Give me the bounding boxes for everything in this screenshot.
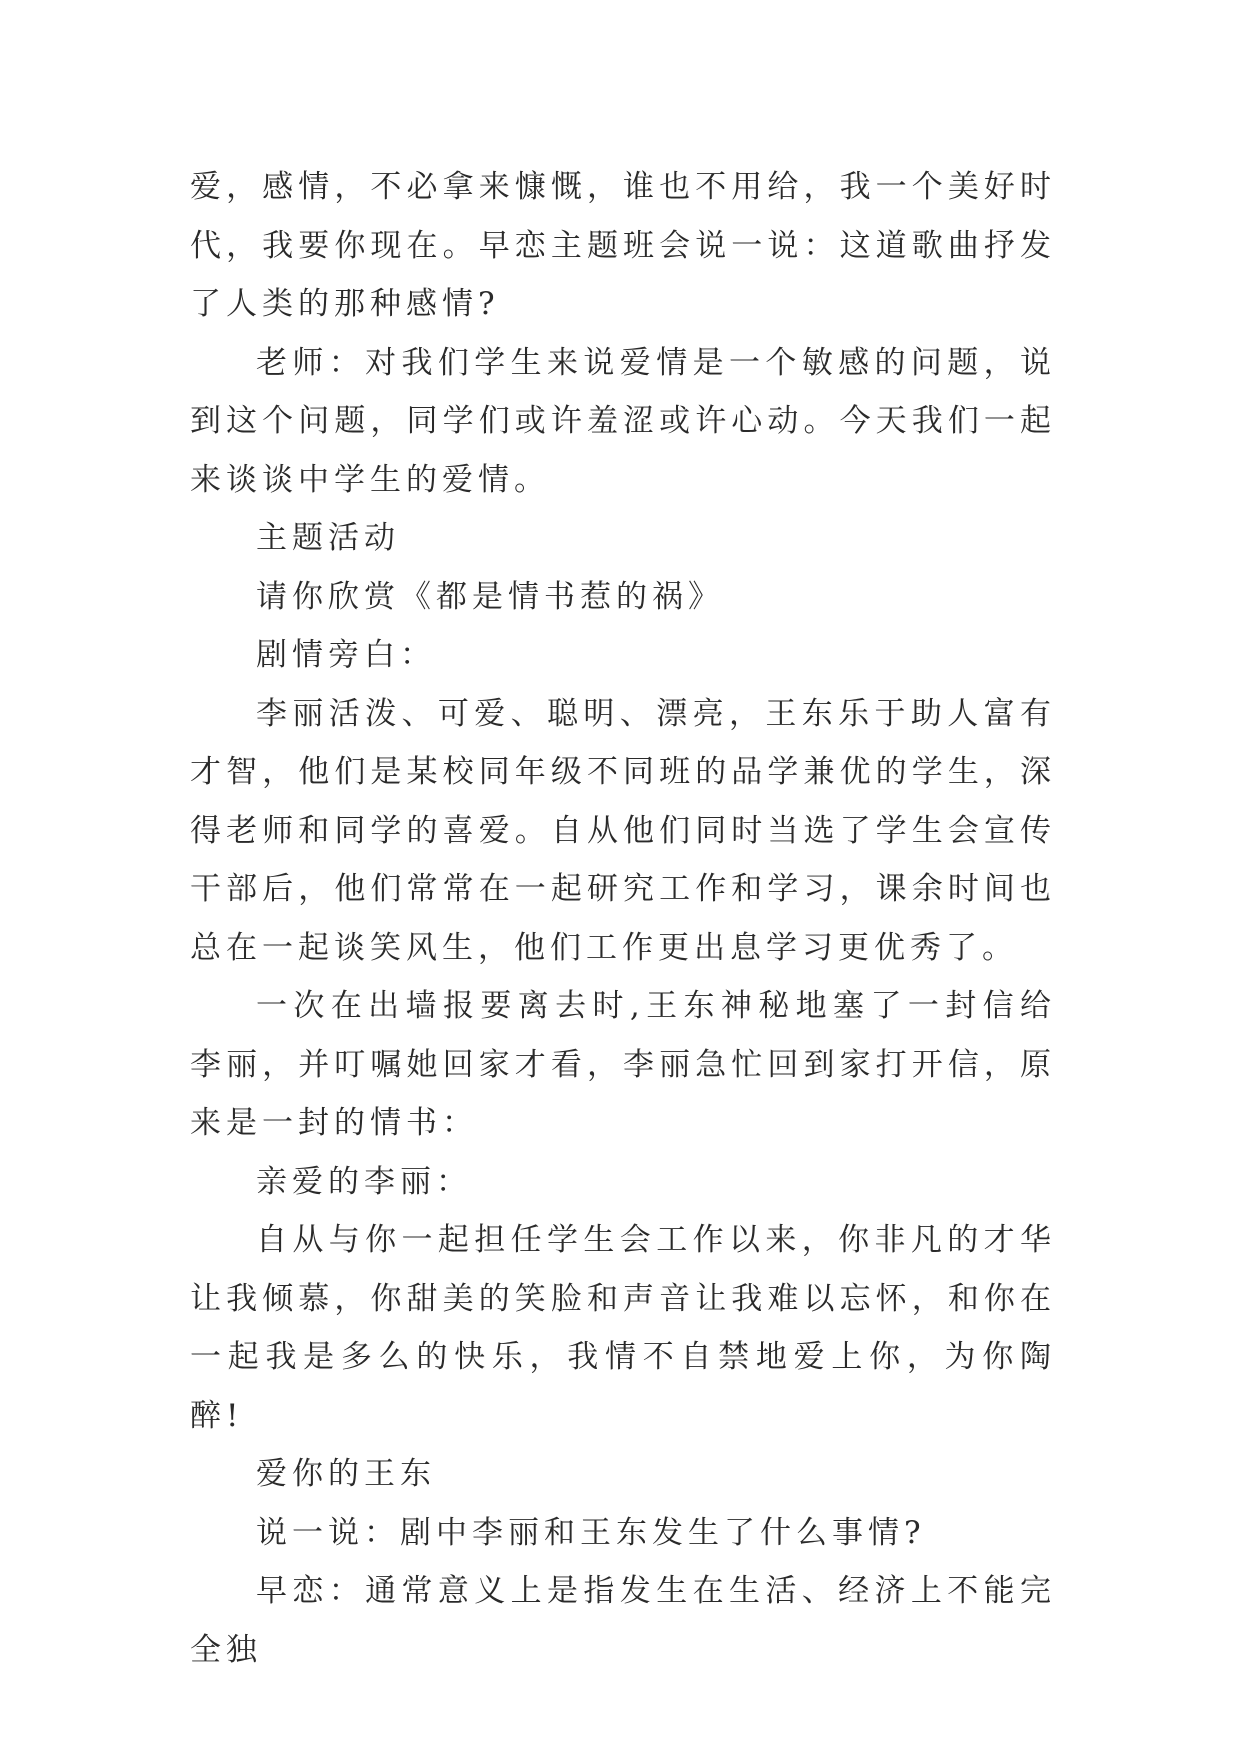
document-body [190,158,1056,1679]
letter-salutation: 亲爱的李丽： [256,1163,472,1200]
heading-theme-activity: 主题活动 [256,520,400,556]
paragraph-narration-label: 剧情旁白： [256,637,436,673]
paragraph-discussion-question: 说一说：剧中李丽和王东发生了什么事情? [256,1514,926,1551]
paragraph-love-letter-event: 一次在出墙报要离去时,王东神秘地塞了一封信给李丽，并叮嘱她回家才看，李丽急忙回到家打开信，原来是一封的情书： [190,988,1056,1141]
paragraph-story-background: 李丽活泼、可爱、聪明、漂亮，王东乐于助人富有才智，他们是某校同年级不同班的品学兼优的学生，深得老师和同学的喜爱。自从他们同时当选了学生会宣传干部后，他们常常在一起研究工作和学习，课余时间也总在一起谈笑风生，他们工作更出息学习更优秀了。 [190,695,1056,966]
letter-signature: 爱你的王东 [256,1456,436,1492]
paragraph-early-love-definition: 早恋：通常意义上是指发生在生活、经济上不能完全独 [190,1573,1056,1668]
paragraph-teacher-intro: 老师：对我们学生来说爱情是一个敏感的问题，说到这个问题，同学们或许羞涩或许心动。今天我们一起来谈谈中学生的爱情。 [190,344,1056,498]
paragraph-appreciate-play: 请你欣赏《都是情书惹的祸》 [256,578,724,615]
paragraph-song-question: 爱，感情，不必拿来慷慨，谁也不用给，我一个美好时代，我要你现在。早恋主题班会说一说：这道歌曲抒发了人类的那种感情? [190,169,1056,322]
letter-body: 自从与你一起担任学生会工作以来，你非凡的才华让我倾慕，你甜美的笑脸和声音让我难以忘怀，和你在一起我是多么的快乐，我情不自禁地爱上你，为你陶醉! [190,1222,1056,1434]
